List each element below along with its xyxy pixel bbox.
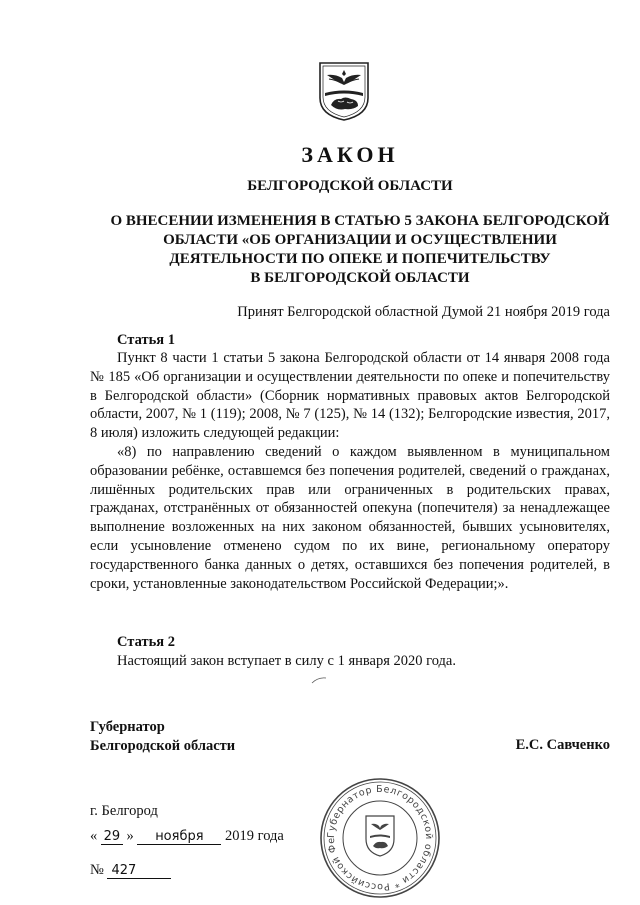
coat-of-arms-emblem <box>315 60 373 122</box>
date-year: 2019 года <box>225 828 284 844</box>
seal-ring-text: Губернатор Белгородской области * Российской Фе <box>325 783 435 893</box>
article-1-quoted-paragraph: «8) по направлению сведений о каждом выявленном в муниципальном образовании ребёнке, оставшемся без попечения родителей, сведений о гражданах, лишённых родительских прав или ограниченных в родительских правах, гражданах, отстранённых от обязанностей опекуна (попечителя) за ненадлежащее выполнение возложенных на них законом обязанностей, бывших усыновителях, если усыновление отменено судом по их вине, региональному оператору государственного банка данных о детях, оставшихся без попечения родителей, в сроки, установленные законодательством Российской Федерации;». <box>90 443 610 592</box>
article-1-body <box>90 349 610 593</box>
quote-close: » <box>126 828 134 844</box>
date-month: ноября <box>137 830 221 845</box>
pen-mark <box>310 675 330 685</box>
subtitle-line: ДЕЯТЕЛЬНОСТИ ПО ОПЕКЕ И ПОПЕЧИТЕЛЬСТВУ <box>169 251 551 267</box>
article-1-heading: Статья 1 <box>117 332 175 348</box>
document-title: ЗАКОН <box>301 142 399 167</box>
article-2-heading: Статья 2 <box>117 634 175 650</box>
number-value: 427 <box>107 864 171 879</box>
signing-place: г. Белгород <box>90 803 158 819</box>
subtitle-line: В БЕЛГОРОДСКОЙ ОБЛАСТИ <box>250 270 470 286</box>
signatory-title-line: Губернатор <box>90 719 165 735</box>
signatory-name: Е.С. Савченко <box>515 737 610 753</box>
subtitle-line: О ВНЕСЕНИИ ИЗМЕНЕНИЯ В СТАТЬЮ 5 ЗАКОНА БЕЛГОРОДСКОЙ <box>110 213 610 229</box>
signing-date <box>90 828 284 845</box>
number-label: № <box>90 862 104 878</box>
date-day: 29 <box>101 830 123 845</box>
law-number <box>90 862 171 879</box>
article-1-paragraph: Пункт 8 части 1 статьи 5 закона Белгородской области от 14 января 2008 года № 185 «Об организации и осуществлении деятельности по опеке и попечительству в Белгородской области» (Сборник нормативных правовых актов Белгородской области, 2007, № 1 (119); 2008, № 7 (125), № 14 (132); Белгородские известия, 2017, 8 июля) изложить следующей редакции: <box>90 350 610 442</box>
signatory-title <box>90 718 235 756</box>
signatory-title-line: Белгородской области <box>90 738 236 754</box>
article-2-body <box>90 652 610 671</box>
quote-open: « <box>90 828 98 844</box>
article-2-paragraph: Настоящий закон вступает в силу с 1 января 2020 года. <box>117 653 456 669</box>
official-seal <box>318 776 442 900</box>
document-subtitle <box>90 212 630 288</box>
subtitle-line: ОБЛАСТИ «ОБ ОРГАНИЗАЦИИ И ОСУЩЕСТВЛЕНИИ <box>163 232 557 248</box>
document-region: БЕЛГОРОДСКОЙ ОБЛАСТИ <box>247 178 453 194</box>
adoption-note: Принят Белгородской областной Думой 21 ноября 2019 года <box>237 304 610 320</box>
